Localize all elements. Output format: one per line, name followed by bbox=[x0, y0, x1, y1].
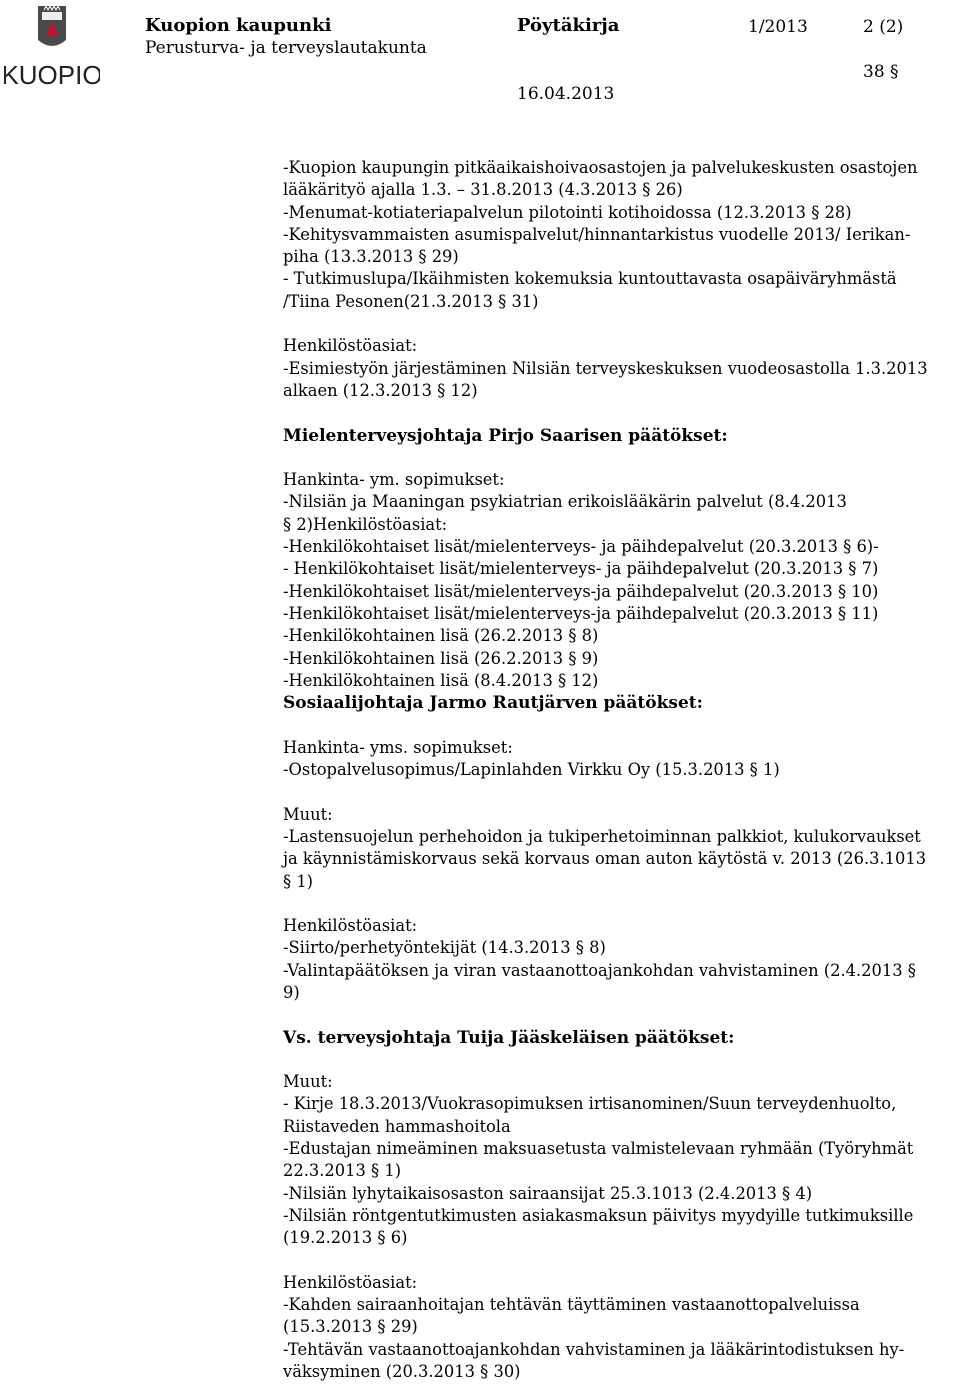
text-line: -Siirto/perhetyöntekijät (14.3.2013 § 8) bbox=[283, 938, 606, 958]
text-line: -Lastensuojelun perhehoidon ja tukiperhetoiminnan palkkiot, kulukorvaukset bbox=[283, 826, 921, 846]
text-line: Henkilöstöasiat: bbox=[283, 336, 418, 356]
kuopio-logo bbox=[4, 2, 100, 98]
text-line: alkaen (12.3.2013 § 12) bbox=[283, 380, 478, 400]
text-line: -Kehitysvammaisten asumispalvelut/hinnantarkistus vuodelle 2013/ Ierikan- bbox=[283, 224, 911, 244]
blank-line bbox=[283, 893, 959, 915]
meeting-date: 16.04.2013 bbox=[517, 84, 615, 104]
text-line: 22.3.2013 § 1) bbox=[283, 1161, 402, 1181]
blank-line bbox=[283, 781, 959, 803]
text-line: piha (13.3.2013 § 29) bbox=[283, 247, 459, 267]
section-heading: Mielenterveysjohtaja Pirjo Saarisen päätökset: bbox=[283, 425, 728, 446]
text-line: -Henkilökohtaiset lisät/mielenterveys-ja päihdepalvelut (20.3.2013 § 11) bbox=[283, 603, 879, 623]
blank-line bbox=[283, 1004, 959, 1026]
text-line: -Kuopion kaupungin pitkäaikaishoivaosastojen ja palvelukeskusten osastojen bbox=[283, 158, 918, 177]
text-line: lääkärityö ajalla 1.3. – 31.8.2013 (4.3.2013 § 26) bbox=[283, 180, 683, 200]
text-line: (19.2.2013 § 6) bbox=[283, 1228, 408, 1248]
org-name: Kuopion kaupunki bbox=[145, 15, 332, 36]
text-line: väksyminen (20.3.2013 § 30) bbox=[283, 1362, 521, 1382]
text-line: Muut: bbox=[283, 1072, 333, 1092]
text-line: -Henkilökohtainen lisä (26.2.2013 § 8) bbox=[283, 626, 599, 646]
text-line: -Henkilökohtaiset lisät/mielenterveys- ja päihdepalvelut (20.3.2013 § 6)- bbox=[283, 537, 879, 557]
text-line: Riistaveden hammashoitola bbox=[283, 1116, 511, 1136]
logo-wordmark: KUOPIO bbox=[4, 60, 100, 90]
text-line: - Henkilökohtaiset lisät/mielenterveys- ja päihdepalvelut (20.3.2013 § 7) bbox=[283, 559, 879, 579]
text-line: -Nilsiän röntgentutkimusten asiakasmaksun päivitys myydyille tutkimuksille bbox=[283, 1205, 914, 1225]
blank-line bbox=[283, 313, 959, 335]
text-line: Henkilöstöasiat: bbox=[283, 916, 418, 936]
section-number: 38 § bbox=[863, 62, 899, 82]
text-line: -Henkilökohtaiset lisät/mielenterveys-ja päihdepalvelut (20.3.2013 § 10) bbox=[283, 581, 879, 601]
blank-line bbox=[283, 714, 959, 736]
text-line: -Tehtävän vastaanottoajankohdan vahvistaminen ja lääkärintodistuksen hy- bbox=[283, 1339, 905, 1359]
text-line: 9) bbox=[283, 982, 300, 1002]
text-line: /Tiina Pesonen(21.3.2013 § 31) bbox=[283, 291, 539, 311]
text-line: - Kirje 18.3.2013/Vuokrasopimuksen irtisanominen/Suun terveydenhuolto, bbox=[283, 1094, 897, 1114]
text-line: ja käynnistämiskorvaus sekä korvaus oman auton käytöstä v. 2013 (26.3.1013 bbox=[283, 849, 927, 869]
text-line: Henkilöstöasiat: bbox=[283, 1272, 418, 1292]
text-line: -Nilsiän lyhytaikaisosaston sairaansijat 25.3.1013 (2.4.2013 § 4) bbox=[283, 1183, 813, 1203]
text-line: -Esimiestyön järjestäminen Nilsiän terveyskeskuksen vuodeosastolla 1.3.2013 bbox=[283, 358, 928, 378]
text-line: -Henkilökohtainen lisä (8.4.2013 § 12) bbox=[283, 670, 599, 690]
section-heading: Sosiaalijohtaja Jarmo Rautjärven päätökset: bbox=[283, 693, 703, 714]
text-line: (15.3.2013 § 29) bbox=[283, 1317, 418, 1337]
doc-type: Pöytäkirja bbox=[517, 15, 620, 36]
text-line: -Valintapäätöksen ja viran vastaanottoajankohdan vahvistaminen (2.4.2013 § bbox=[283, 960, 916, 980]
text-line: -Henkilökohtainen lisä (26.2.2013 § 9) bbox=[283, 648, 599, 668]
text-line: -Edustajan nimeäminen maksuasetusta valmistelevaan ryhmään (Työryhmät bbox=[283, 1139, 914, 1159]
doc-number: 1/2013 bbox=[748, 17, 808, 37]
committee-name: Perusturva- ja terveyslautakunta bbox=[145, 38, 427, 58]
text-line: § 2)Henkilöstöasiat: bbox=[283, 514, 448, 534]
document-body bbox=[283, 157, 959, 1383]
blank-line bbox=[283, 1250, 959, 1272]
text-line: Hankinta- yms. sopimukset: bbox=[283, 737, 513, 757]
text-line: § 1) bbox=[283, 871, 314, 891]
text-line: -Ostopalvelusopimus/Lapinlahden Virkku Oy (15.3.2013 § 1) bbox=[283, 760, 780, 780]
text-line: Hankinta- ym. sopimukset: bbox=[283, 470, 505, 490]
section-heading: Vs. terveysjohtaja Tuija Jääskeläisen päätökset: bbox=[283, 1027, 735, 1048]
blank-line bbox=[283, 447, 959, 469]
text-line: - Tutkimuslupa/Ikäihmisten kokemuksia kuntouttavasta osapäiväryhmästä bbox=[283, 269, 897, 289]
blank-line bbox=[283, 402, 959, 424]
text-line: -Menumat-kotiateriapalvelun pilotointi kotihoidossa (12.3.2013 § 28) bbox=[283, 202, 852, 222]
blank-line bbox=[283, 1049, 959, 1071]
page-number: 2 (2) bbox=[863, 17, 904, 37]
text-line: -Kahden sairaanhoitajan tehtävän täyttäminen vastaanottopalveluissa bbox=[283, 1295, 860, 1315]
text-line: -Nilsiän ja Maaningan psykiatrian erikoislääkärin palvelut (8.4.2013 bbox=[283, 492, 847, 512]
text-line: Muut: bbox=[283, 804, 333, 824]
